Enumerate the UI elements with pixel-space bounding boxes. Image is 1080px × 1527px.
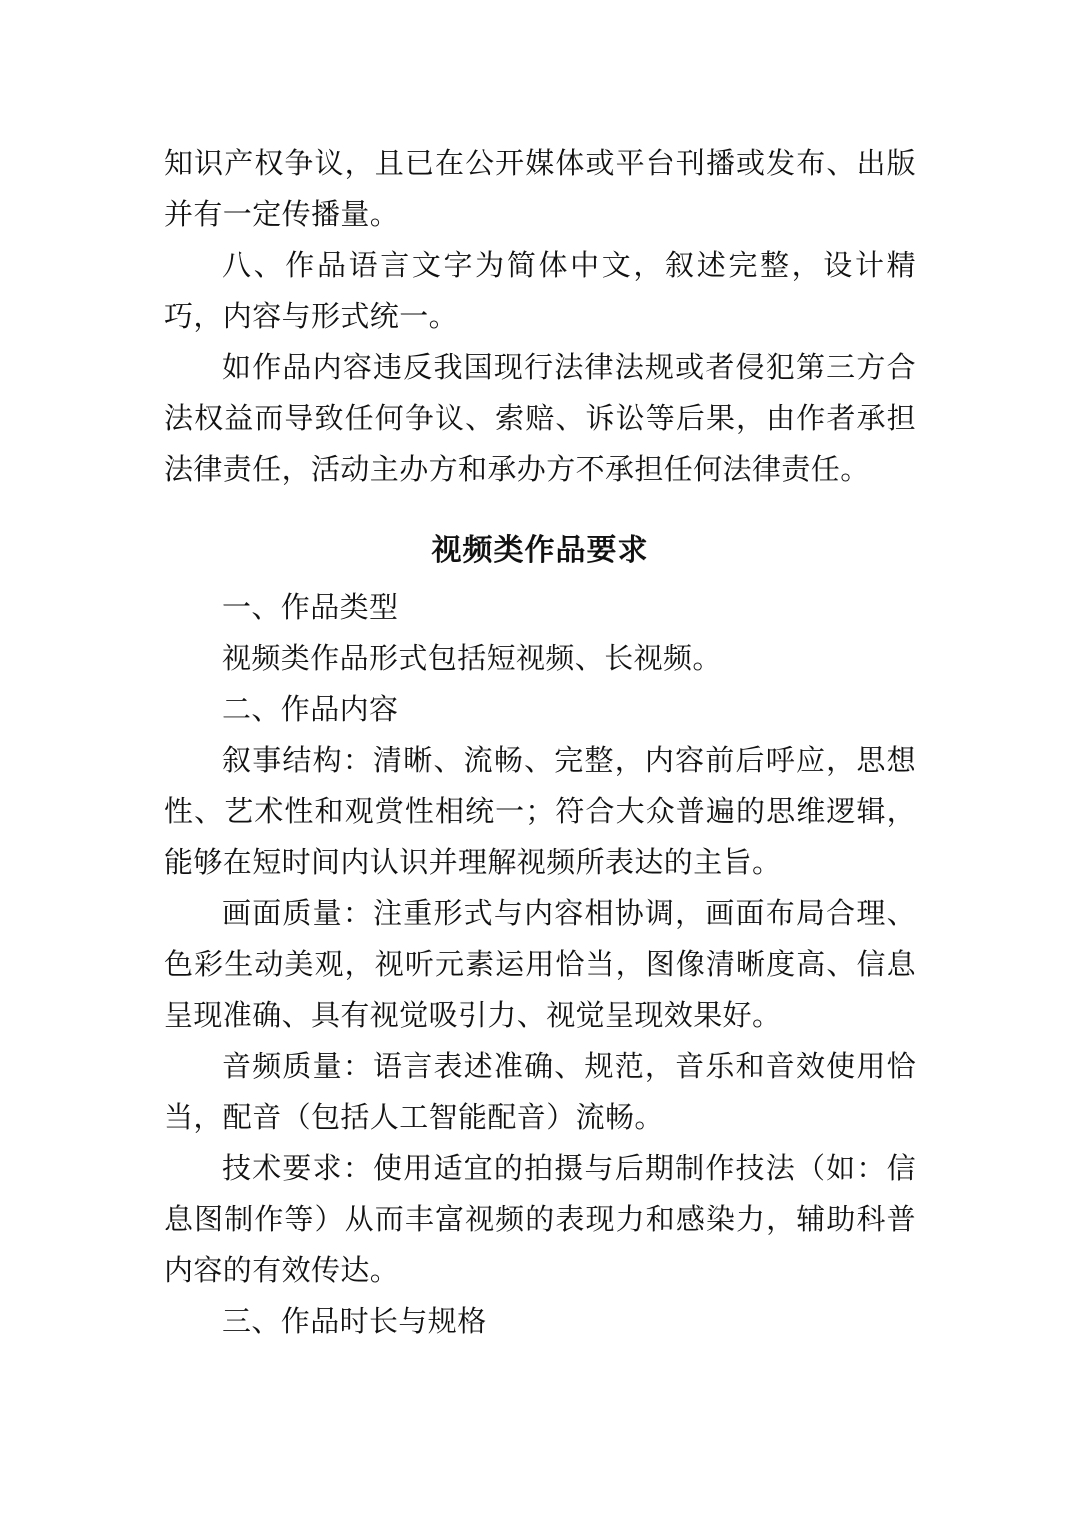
section-title: 视频类作品要求: [431, 533, 649, 568]
heading-duration-spec: 三、作品时长与规格: [222, 1304, 487, 1338]
paragraph-audio-quality: 音频质量：语言表述准确、规范，音乐和音效使用恰当，配音（包括人工智能配音）流畅。: [164, 1049, 916, 1134]
paragraph-image-quality: 画面质量：注重形式与内容相协调，画面布局合理、色彩生动美观，视听元素运用恰当，图像清晰度高、信息呈现准确、具有视觉吸引力、视觉呈现效果好。: [164, 896, 916, 1032]
paragraph-technical-requirements: 技术要求：使用适宜的拍摄与后期制作技法（如：信息图制作等）从而丰富视频的表现力和感染力，辅助科普内容的有效传达。: [164, 1151, 916, 1287]
paragraph-narrative-structure: 叙事结构：清晰、流畅、完整，内容前后呼应，思想性、艺术性和观赏性相统一；符合大众普遍的思维逻辑，能够在短时间内认识并理解视频所表达的主旨。: [164, 743, 916, 879]
heading-work-content: 二、作品内容: [222, 692, 399, 726]
paragraph-work-type: 视频类作品形式包括短视频、长视频。: [222, 641, 722, 675]
heading-work-type: 一、作品类型: [222, 590, 399, 624]
document-page: [164, 138, 916, 1347]
paragraph-legal-liability: 如作品内容违反我国现行法律法规或者侵犯第三方合法权益而导致任何争议、索赔、诉讼等后果，由作者承担法律责任，活动主办方和承办方不承担任何法律责任。: [164, 350, 916, 486]
paragraph-item-eight: 八、作品语言文字为简体中文，叙述完整，设计精巧，内容与形式统一。: [164, 248, 916, 333]
paragraph-ip-dispute-continuation: 知识产权争议，且已在公开媒体或平台刊播或发布、出版并有一定传播量。: [164, 146, 916, 231]
